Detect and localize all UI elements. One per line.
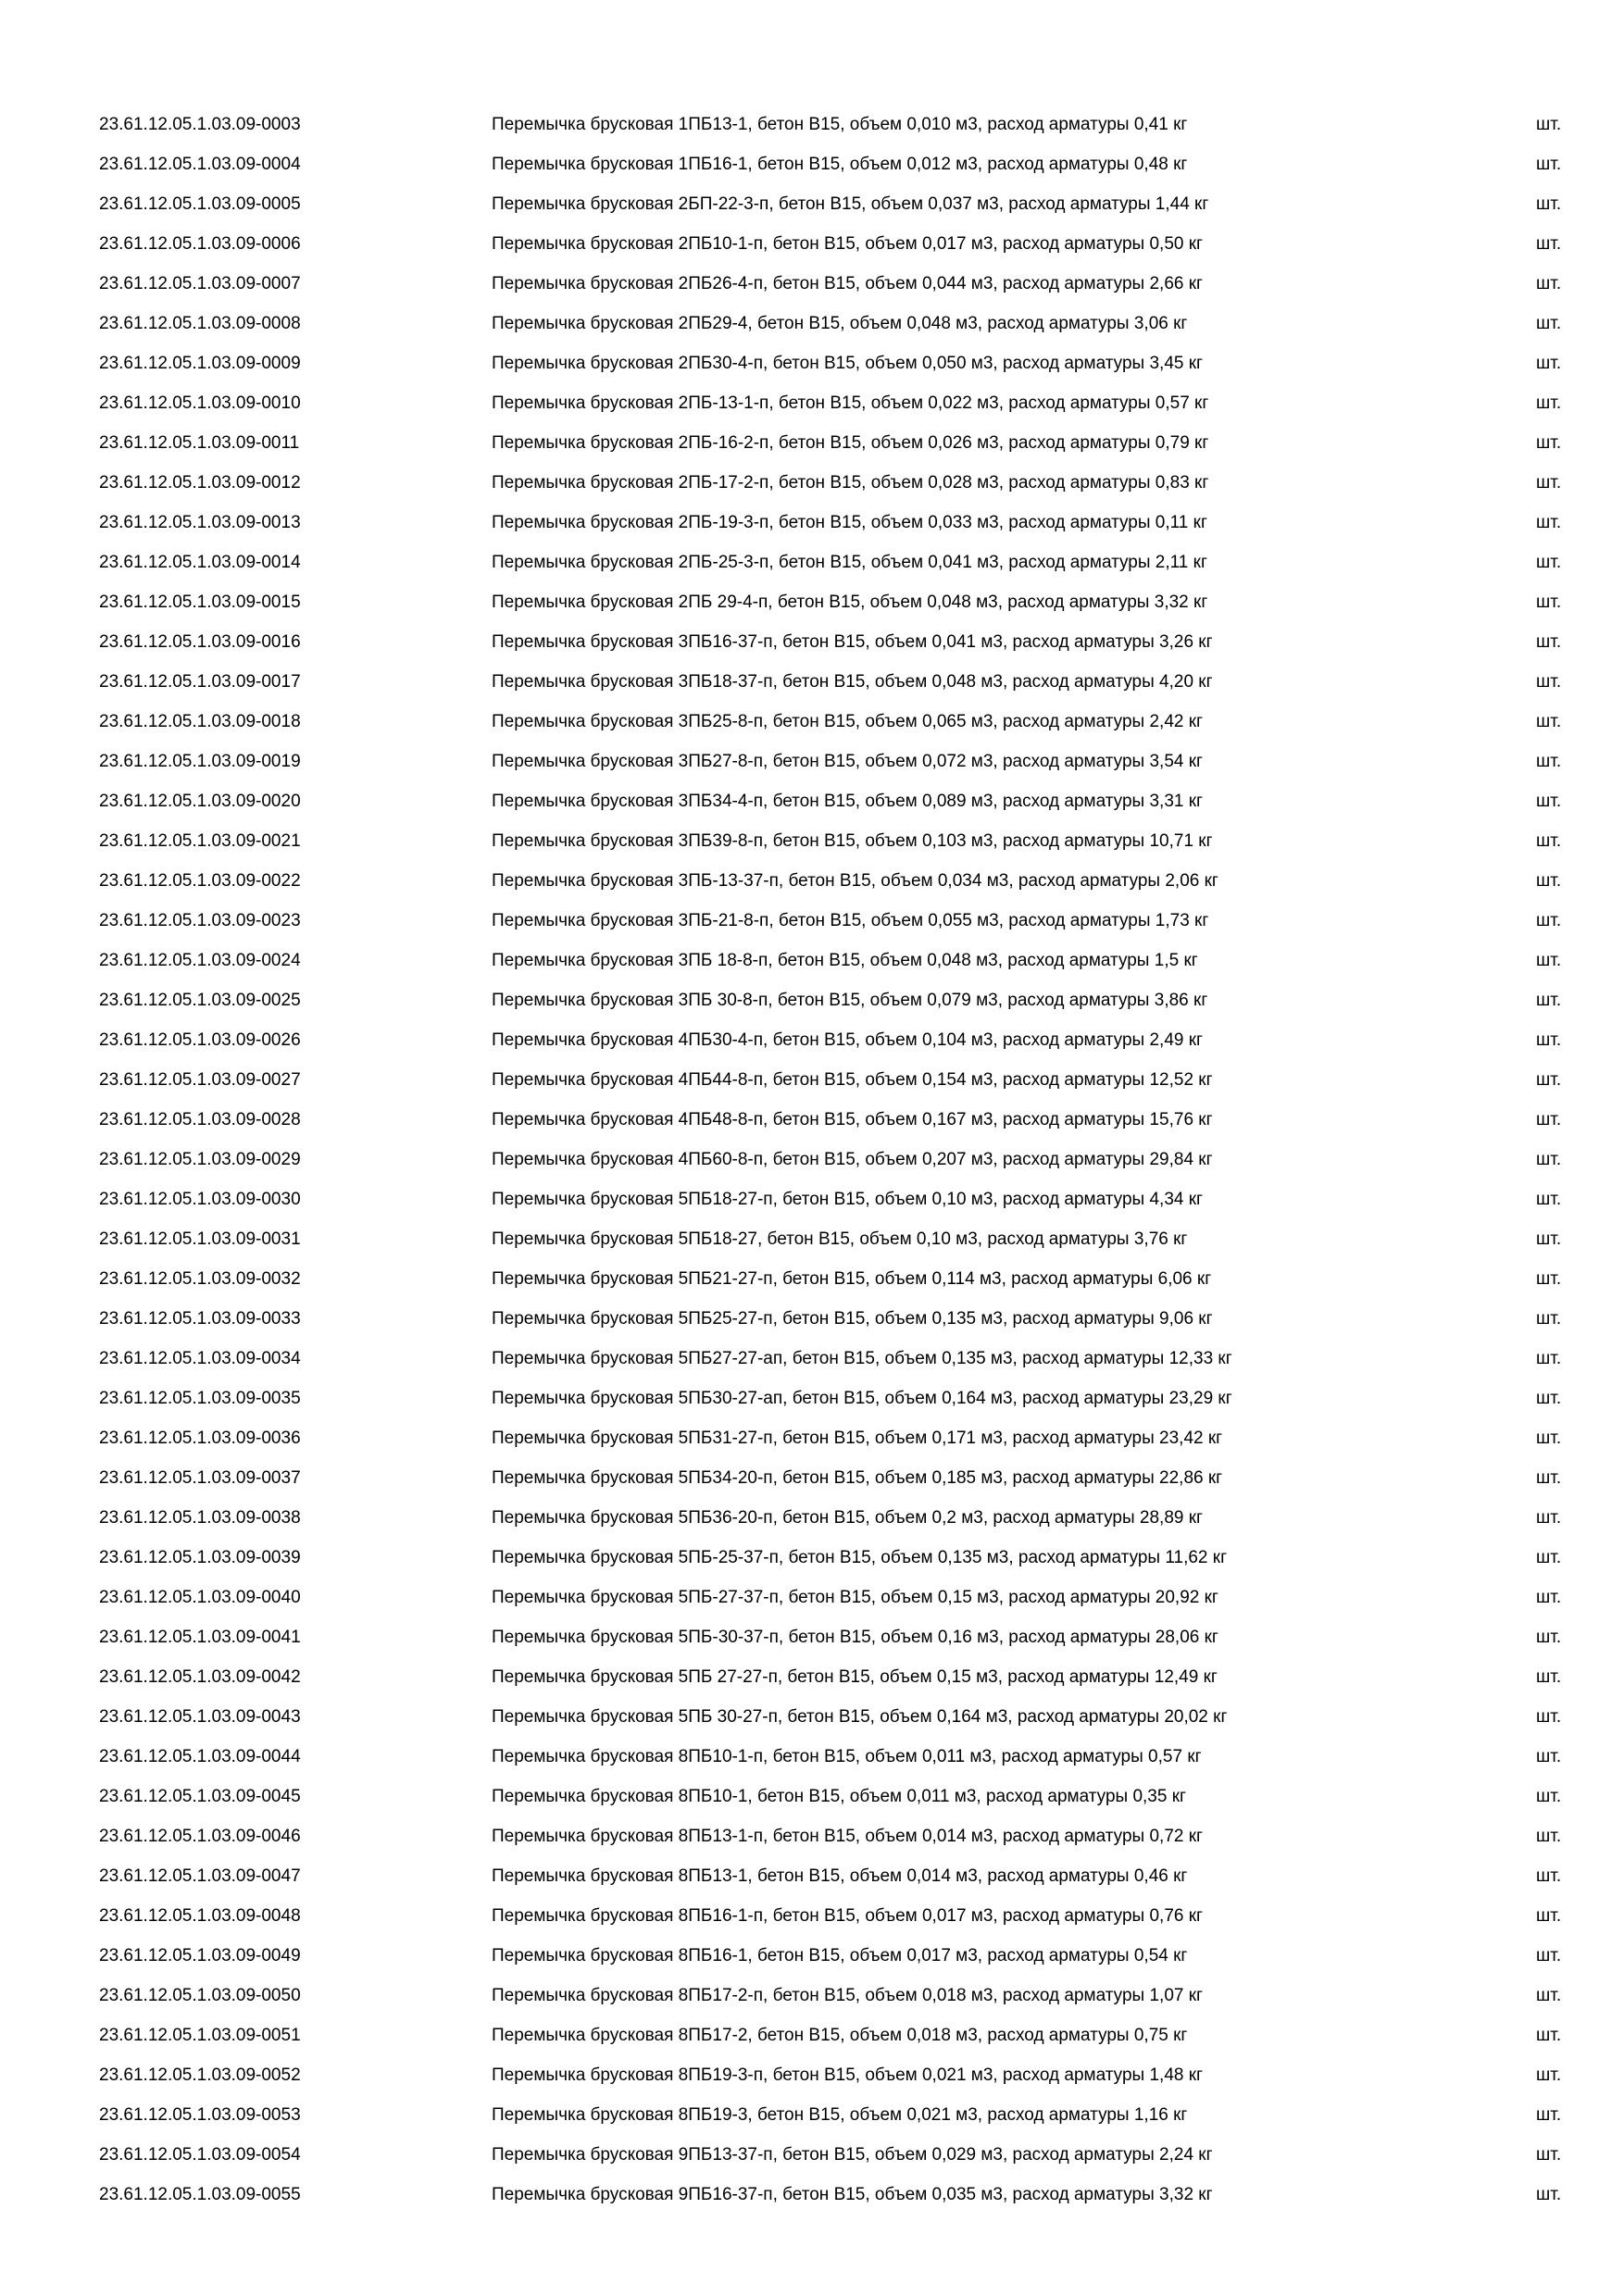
item-unit: шт. [1536, 1389, 1562, 1408]
item-name: Перемычка брусковая 2ПБ26-4-п, бетон В15, объем 0,044 м3, расход арматуры 2,66 кг [492, 274, 1203, 293]
table-row [0, 1259, 1624, 1299]
item-name: Перемычка брусковая 5ПБ-25-37-п, бетон В15, объем 0,135 м3, расход арматуры 11,62 кг [492, 1548, 1228, 1567]
item-name: Перемычка брусковая 3ПБ25-8-п, бетон В15, объем 0,065 м3, расход арматуры 2,42 кг [492, 712, 1203, 731]
table-row [0, 1856, 1624, 1896]
item-name: Перемычка брусковая 2ПБ-17-2-п, бетон В15, объем 0,028 м3, расход арматуры 0,83 кг [492, 473, 1209, 493]
item-unit: шт. [1536, 155, 1562, 174]
item-unit: шт. [1536, 871, 1562, 891]
table-row [0, 264, 1624, 304]
item-name: Перемычка брусковая 2ПБ10-1-п, бетон В15, объем 0,017 м3, расход арматуры 0,50 кг [492, 234, 1203, 254]
item-code: 23.61.12.05.1.03.09-0031 [99, 1229, 301, 1249]
item-name: Перемычка брусковая 3ПБ 18-8-п, бетон В15, объем 0,048 м3, расход арматуры 1,5 кг [492, 951, 1198, 970]
item-name: Перемычка брусковая 3ПБ18-37-п, бетон В15, объем 0,048 м3, расход арматуры 4,20 кг [492, 672, 1213, 692]
item-name: Перемычка брусковая 4ПБ48-8-п, бетон В15, объем 0,167 м3, расход арматуры 15,76 кг [492, 1110, 1213, 1129]
item-name: Перемычка брусковая 2ПБ29-4, бетон В15, объем 0,048 м3, расход арматуры 3,06 кг [492, 314, 1188, 333]
item-code: 23.61.12.05.1.03.09-0029 [99, 1150, 301, 1169]
item-code: 23.61.12.05.1.03.09-0009 [99, 354, 301, 373]
item-code: 23.61.12.05.1.03.09-0019 [99, 752, 301, 771]
item-unit: шт. [1536, 1468, 1562, 1488]
table-row [0, 1020, 1624, 1060]
item-code: 23.61.12.05.1.03.09-0018 [99, 712, 301, 731]
item-code: 23.61.12.05.1.03.09-0003 [99, 115, 301, 134]
item-code: 23.61.12.05.1.03.09-0004 [99, 155, 301, 174]
table-row [0, 980, 1624, 1020]
table-row [0, 2095, 1624, 2135]
item-code: 23.61.12.05.1.03.09-0021 [99, 831, 301, 851]
item-code: 23.61.12.05.1.03.09-0008 [99, 314, 301, 333]
item-unit: шт. [1536, 1827, 1562, 1846]
table-row [0, 1060, 1624, 1100]
item-code: 23.61.12.05.1.03.09-0036 [99, 1429, 301, 1448]
item-unit: шт. [1536, 593, 1562, 612]
item-name: Перемычка брусковая 2ПБ 29-4-п, бетон В15, объем 0,048 м3, расход арматуры 3,32 кг [492, 593, 1208, 612]
table-row [0, 1936, 1624, 1976]
item-code: 23.61.12.05.1.03.09-0055 [99, 2185, 301, 2204]
item-name: Перемычка брусковая 3ПБ27-8-п, бетон В15, объем 0,072 м3, расход арматуры 3,54 кг [492, 752, 1203, 771]
item-name: Перемычка брусковая 3ПБ 30-8-п, бетон В15, объем 0,079 м3, расход арматуры 3,86 кг [492, 991, 1208, 1010]
item-name: Перемычка брусковая 3ПБ-13-37-п, бетон В15, объем 0,034 м3, расход арматуры 2,06 кг [492, 871, 1218, 891]
item-name: Перемычка брусковая 5ПБ 27-27-п, бетон В15, объем 0,15 м3, расход арматуры 12,49 кг [492, 1667, 1218, 1687]
table-row [0, 1617, 1624, 1657]
item-unit: шт. [1536, 2065, 1562, 2085]
item-name: Перемычка брусковая 8ПБ13-1, бетон В15, объем 0,014 м3, расход арматуры 0,46 кг [492, 1866, 1188, 1886]
table-row [0, 702, 1624, 742]
table-row [0, 622, 1624, 662]
item-code: 23.61.12.05.1.03.09-0014 [99, 553, 301, 572]
table-row [0, 941, 1624, 980]
item-unit: шт. [1536, 1866, 1562, 1886]
item-name: Перемычка брусковая 2ПБ-25-3-п, бетон В15, объем 0,041 м3, расход арматуры 2,11 кг [492, 553, 1207, 572]
item-name: Перемычка брусковая 4ПБ60-8-п, бетон В15, объем 0,207 м3, расход арматуры 29,84 кг [492, 1150, 1213, 1169]
table-row [0, 1777, 1624, 1816]
table-row [0, 1379, 1624, 1418]
item-unit: шт. [1536, 1667, 1562, 1687]
item-code: 23.61.12.05.1.03.09-0051 [99, 2026, 301, 2045]
table-row [0, 423, 1624, 463]
item-unit: шт. [1536, 1588, 1562, 1607]
item-name: Перемычка брусковая 5ПБ34-20-п, бетон В15, объем 0,185 м3, расход арматуры 22,86 кг [492, 1468, 1223, 1488]
table-row [0, 1578, 1624, 1617]
table-row [0, 1418, 1624, 1458]
item-code: 23.61.12.05.1.03.09-0043 [99, 1707, 301, 1727]
item-name: Перемычка брусковая 8ПБ13-1-п, бетон В15, объем 0,014 м3, расход арматуры 0,72 кг [492, 1827, 1203, 1846]
item-unit: шт. [1536, 2185, 1562, 2204]
item-unit: шт. [1536, 1429, 1562, 1448]
table-row [0, 662, 1624, 702]
item-name: Перемычка брусковая 8ПБ19-3, бетон В15, объем 0,021 м3, расход арматуры 1,16 кг [492, 2105, 1188, 2125]
table-row [0, 1697, 1624, 1737]
table-row [0, 1140, 1624, 1179]
item-name: Перемычка брусковая 5ПБ-27-37-п, бетон В15, объем 0,15 м3, расход арматуры 20,92 кг [492, 1588, 1218, 1607]
item-code: 23.61.12.05.1.03.09-0038 [99, 1508, 301, 1528]
item-unit: шт. [1536, 115, 1562, 134]
item-code: 23.61.12.05.1.03.09-0011 [99, 433, 300, 453]
table-row [0, 1657, 1624, 1697]
item-unit: шт. [1536, 672, 1562, 692]
item-unit: шт. [1536, 1190, 1562, 1209]
item-unit: шт. [1536, 1986, 1562, 2005]
item-unit: шт. [1536, 1070, 1562, 1090]
item-code: 23.61.12.05.1.03.09-0054 [99, 2145, 301, 2165]
item-code: 23.61.12.05.1.03.09-0013 [99, 513, 301, 532]
price-list-table [0, 105, 1624, 2215]
item-name: Перемычка брусковая 2ПБ30-4-п, бетон В15, объем 0,050 м3, расход арматуры 3,45 кг [492, 354, 1203, 373]
table-row [0, 582, 1624, 622]
item-code: 23.61.12.05.1.03.09-0020 [99, 792, 301, 811]
table-row [0, 1100, 1624, 1140]
item-code: 23.61.12.05.1.03.09-0025 [99, 991, 301, 1010]
table-row [0, 1976, 1624, 2015]
item-code: 23.61.12.05.1.03.09-0042 [99, 1667, 301, 1687]
item-unit: шт. [1536, 194, 1562, 214]
table-row [0, 2055, 1624, 2095]
item-unit: шт. [1536, 473, 1562, 493]
table-row [0, 1458, 1624, 1498]
item-name: Перемычка брусковая 8ПБ17-2, бетон В15, объем 0,018 м3, расход арматуры 0,75 кг [492, 2026, 1188, 2045]
item-name: Перемычка брусковая 9ПБ13-37-п, бетон В15, объем 0,029 м3, расход арматуры 2,24 кг [492, 2145, 1213, 2165]
table-row [0, 1179, 1624, 1219]
item-unit: шт. [1536, 1707, 1562, 1727]
item-unit: шт. [1536, 752, 1562, 771]
item-code: 23.61.12.05.1.03.09-0050 [99, 1986, 301, 2005]
item-unit: шт. [1536, 513, 1562, 532]
item-unit: шт. [1536, 632, 1562, 652]
item-unit: шт. [1536, 1309, 1562, 1329]
item-name: Перемычка брусковая 9ПБ16-37-п, бетон В15, объем 0,035 м3, расход арматуры 3,32 кг [492, 2185, 1213, 2204]
table-row [0, 144, 1624, 184]
table-row [0, 463, 1624, 503]
item-unit: шт. [1536, 1110, 1562, 1129]
item-code: 23.61.12.05.1.03.09-0026 [99, 1030, 301, 1050]
item-unit: шт. [1536, 314, 1562, 333]
item-code: 23.61.12.05.1.03.09-0035 [99, 1389, 301, 1408]
item-name: Перемычка брусковая 2ПБ-13-1-п, бетон В15, объем 0,022 м3, расход арматуры 0,57 кг [492, 393, 1209, 413]
item-name: Перемычка брусковая 2ПБ-16-2-п, бетон В15, объем 0,026 м3, расход арматуры 0,79 кг [492, 433, 1209, 453]
table-row [0, 224, 1624, 264]
item-name: Перемычка брусковая 8ПБ10-1, бетон В15, объем 0,011 м3, расход арматуры 0,35 кг [492, 1787, 1186, 1806]
table-row [0, 543, 1624, 582]
item-code: 23.61.12.05.1.03.09-0052 [99, 2065, 301, 2085]
item-unit: шт. [1536, 991, 1562, 1010]
item-unit: шт. [1536, 792, 1562, 811]
item-name: Перемычка брусковая 4ПБ30-4-п, бетон В15, объем 0,104 м3, расход арматуры 2,49 кг [492, 1030, 1203, 1050]
item-unit: шт. [1536, 433, 1562, 453]
item-code: 23.61.12.05.1.03.09-0047 [99, 1866, 301, 1886]
item-code: 23.61.12.05.1.03.09-0032 [99, 1269, 301, 1289]
item-unit: шт. [1536, 1946, 1562, 1965]
item-code: 23.61.12.05.1.03.09-0007 [99, 274, 301, 293]
item-unit: шт. [1536, 1628, 1562, 1647]
table-row [0, 184, 1624, 224]
table-row [0, 742, 1624, 781]
item-unit: шт. [1536, 2026, 1562, 2045]
item-name: Перемычка брусковая 5ПБ 30-27-п, бетон В15, объем 0,164 м3, расход арматуры 20,02 кг [492, 1707, 1228, 1727]
table-row [0, 383, 1624, 423]
table-row [0, 861, 1624, 901]
item-code: 23.61.12.05.1.03.09-0017 [99, 672, 301, 692]
item-code: 23.61.12.05.1.03.09-0039 [99, 1548, 301, 1567]
table-row [0, 1538, 1624, 1578]
table-row [0, 343, 1624, 383]
item-unit: шт. [1536, 1229, 1562, 1249]
item-unit: шт. [1536, 911, 1562, 930]
item-name: Перемычка брусковая 4ПБ44-8-п, бетон В15, объем 0,154 м3, расход арматуры 12,52 кг [492, 1070, 1213, 1090]
item-code: 23.61.12.05.1.03.09-0040 [99, 1588, 301, 1607]
item-code: 23.61.12.05.1.03.09-0024 [99, 951, 301, 970]
table-row [0, 1299, 1624, 1339]
table-row [0, 781, 1624, 821]
item-name: Перемычка брусковая 5ПБ31-27-п, бетон В15, объем 0,171 м3, расход арматуры 23,42 кг [492, 1429, 1223, 1448]
item-name: Перемычка брусковая 5ПБ21-27-п, бетон В15, объем 0,114 м3, расход арматуры 6,06 кг [492, 1269, 1212, 1289]
item-name: Перемычка брусковая 3ПБ-21-8-п, бетон В15, объем 0,055 м3, расход арматуры 1,73 кг [492, 911, 1209, 930]
table-row [0, 1339, 1624, 1379]
item-code: 23.61.12.05.1.03.09-0045 [99, 1787, 301, 1806]
item-code: 23.61.12.05.1.03.09-0006 [99, 234, 301, 254]
table-row [0, 2175, 1624, 2215]
item-unit: шт. [1536, 1030, 1562, 1050]
item-unit: шт. [1536, 712, 1562, 731]
item-code: 23.61.12.05.1.03.09-0041 [99, 1628, 301, 1647]
table-row [0, 1896, 1624, 1936]
item-unit: шт. [1536, 354, 1562, 373]
item-code: 23.61.12.05.1.03.09-0022 [99, 871, 301, 891]
item-unit: шт. [1536, 1787, 1562, 1806]
item-code: 23.61.12.05.1.03.09-0016 [99, 632, 301, 652]
item-unit: шт. [1536, 553, 1562, 572]
item-name: Перемычка брусковая 8ПБ16-1-п, бетон В15, объем 0,017 м3, расход арматуры 0,76 кг [492, 1906, 1203, 1926]
item-name: Перемычка брусковая 5ПБ18-27, бетон В15, объем 0,10 м3, расход арматуры 3,76 кг [492, 1229, 1188, 1249]
item-unit: шт. [1536, 1150, 1562, 1169]
item-code: 23.61.12.05.1.03.09-0034 [99, 1349, 301, 1368]
table-row [0, 304, 1624, 343]
item-code: 23.61.12.05.1.03.09-0030 [99, 1190, 301, 1209]
item-unit: шт. [1536, 951, 1562, 970]
table-row [0, 105, 1624, 144]
item-name: Перемычка брусковая 3ПБ34-4-п, бетон В15, объем 0,089 м3, расход арматуры 3,31 кг [492, 792, 1203, 811]
item-name: Перемычка брусковая 5ПБ18-27-п, бетон В15, объем 0,10 м3, расход арматуры 4,34 кг [492, 1190, 1203, 1209]
item-code: 23.61.12.05.1.03.09-0044 [99, 1747, 301, 1766]
item-unit: шт. [1536, 1508, 1562, 1528]
table-row [0, 503, 1624, 543]
item-unit: шт. [1536, 274, 1562, 293]
item-name: Перемычка брусковая 1ПБ16-1, бетон В15, объем 0,012 м3, расход арматуры 0,48 кг [492, 155, 1188, 174]
item-unit: шт. [1536, 1747, 1562, 1766]
item-name: Перемычка брусковая 5ПБ36-20-п, бетон В15, объем 0,2 м3, расход арматуры 28,89 кг [492, 1508, 1203, 1528]
table-row [0, 1816, 1624, 1856]
table-row [0, 1219, 1624, 1259]
item-code: 23.61.12.05.1.03.09-0028 [99, 1110, 301, 1129]
item-name: Перемычка брусковая 8ПБ19-3-п, бетон В15, объем 0,021 м3, расход арматуры 1,48 кг [492, 2065, 1203, 2085]
item-name: Перемычка брусковая 8ПБ17-2-п, бетон В15, объем 0,018 м3, расход арматуры 1,07 кг [492, 1986, 1203, 2005]
item-name: Перемычка брусковая 5ПБ30-27-ап, бетон В15, объем 0,164 м3, расход арматуры 23,29 кг [492, 1389, 1232, 1408]
table-row [0, 2015, 1624, 2055]
table-row [0, 821, 1624, 861]
item-code: 23.61.12.05.1.03.09-0005 [99, 194, 301, 214]
item-unit: шт. [1536, 831, 1562, 851]
item-code: 23.61.12.05.1.03.09-0046 [99, 1827, 301, 1846]
item-code: 23.61.12.05.1.03.09-0053 [99, 2105, 301, 2125]
item-code: 23.61.12.05.1.03.09-0015 [99, 593, 301, 612]
item-name: Перемычка брусковая 8ПБ10-1-п, бетон В15, объем 0,011 м3, расход арматуры 0,57 кг [492, 1747, 1202, 1766]
item-unit: шт. [1536, 2105, 1562, 2125]
item-name: Перемычка брусковая 8ПБ16-1, бетон В15, объем 0,017 м3, расход арматуры 0,54 кг [492, 1946, 1188, 1965]
item-name: Перемычка брусковая 1ПБ13-1, бетон В15, объем 0,010 м3, расход арматуры 0,41 кг [492, 115, 1188, 134]
table-row [0, 901, 1624, 941]
item-code: 23.61.12.05.1.03.09-0027 [99, 1070, 301, 1090]
item-unit: шт. [1536, 1906, 1562, 1926]
item-code: 23.61.12.05.1.03.09-0037 [99, 1468, 301, 1488]
table-row [0, 2135, 1624, 2175]
item-unit: шт. [1536, 393, 1562, 413]
table-row [0, 1737, 1624, 1777]
item-unit: шт. [1536, 234, 1562, 254]
item-code: 23.61.12.05.1.03.09-0010 [99, 393, 301, 413]
item-name: Перемычка брусковая 3ПБ39-8-п, бетон В15, объем 0,103 м3, расход арматуры 10,71 кг [492, 831, 1213, 851]
item-name: Перемычка брусковая 5ПБ-30-37-п, бетон В15, объем 0,16 м3, расход арматуры 28,06 кг [492, 1628, 1218, 1647]
item-code: 23.61.12.05.1.03.09-0049 [99, 1946, 301, 1965]
item-unit: шт. [1536, 1269, 1562, 1289]
item-name: Перемычка брусковая 5ПБ27-27-ап, бетон В15, объем 0,135 м3, расход арматуры 12,33 кг [492, 1349, 1232, 1368]
item-code: 23.61.12.05.1.03.09-0033 [99, 1309, 301, 1329]
item-code: 23.61.12.05.1.03.09-0023 [99, 911, 301, 930]
item-unit: шт. [1536, 2145, 1562, 2165]
item-unit: шт. [1536, 1349, 1562, 1368]
item-code: 23.61.12.05.1.03.09-0048 [99, 1906, 301, 1926]
item-name: Перемычка брусковая 2ПБ-19-3-п, бетон В15, объем 0,033 м3, расход арматуры 0,11 кг [492, 513, 1207, 532]
table-row [0, 1498, 1624, 1538]
item-name: Перемычка брусковая 5ПБ25-27-п, бетон В15, объем 0,135 м3, расход арматуры 9,06 кг [492, 1309, 1213, 1329]
item-unit: шт. [1536, 1548, 1562, 1567]
item-name: Перемычка брусковая 3ПБ16-37-п, бетон В15, объем 0,041 м3, расход арматуры 3,26 кг [492, 632, 1213, 652]
item-code: 23.61.12.05.1.03.09-0012 [99, 473, 301, 493]
item-name: Перемычка брусковая 2БП-22-3-п, бетон В15, объем 0,037 м3, расход арматуры 1,44 кг [492, 194, 1209, 214]
